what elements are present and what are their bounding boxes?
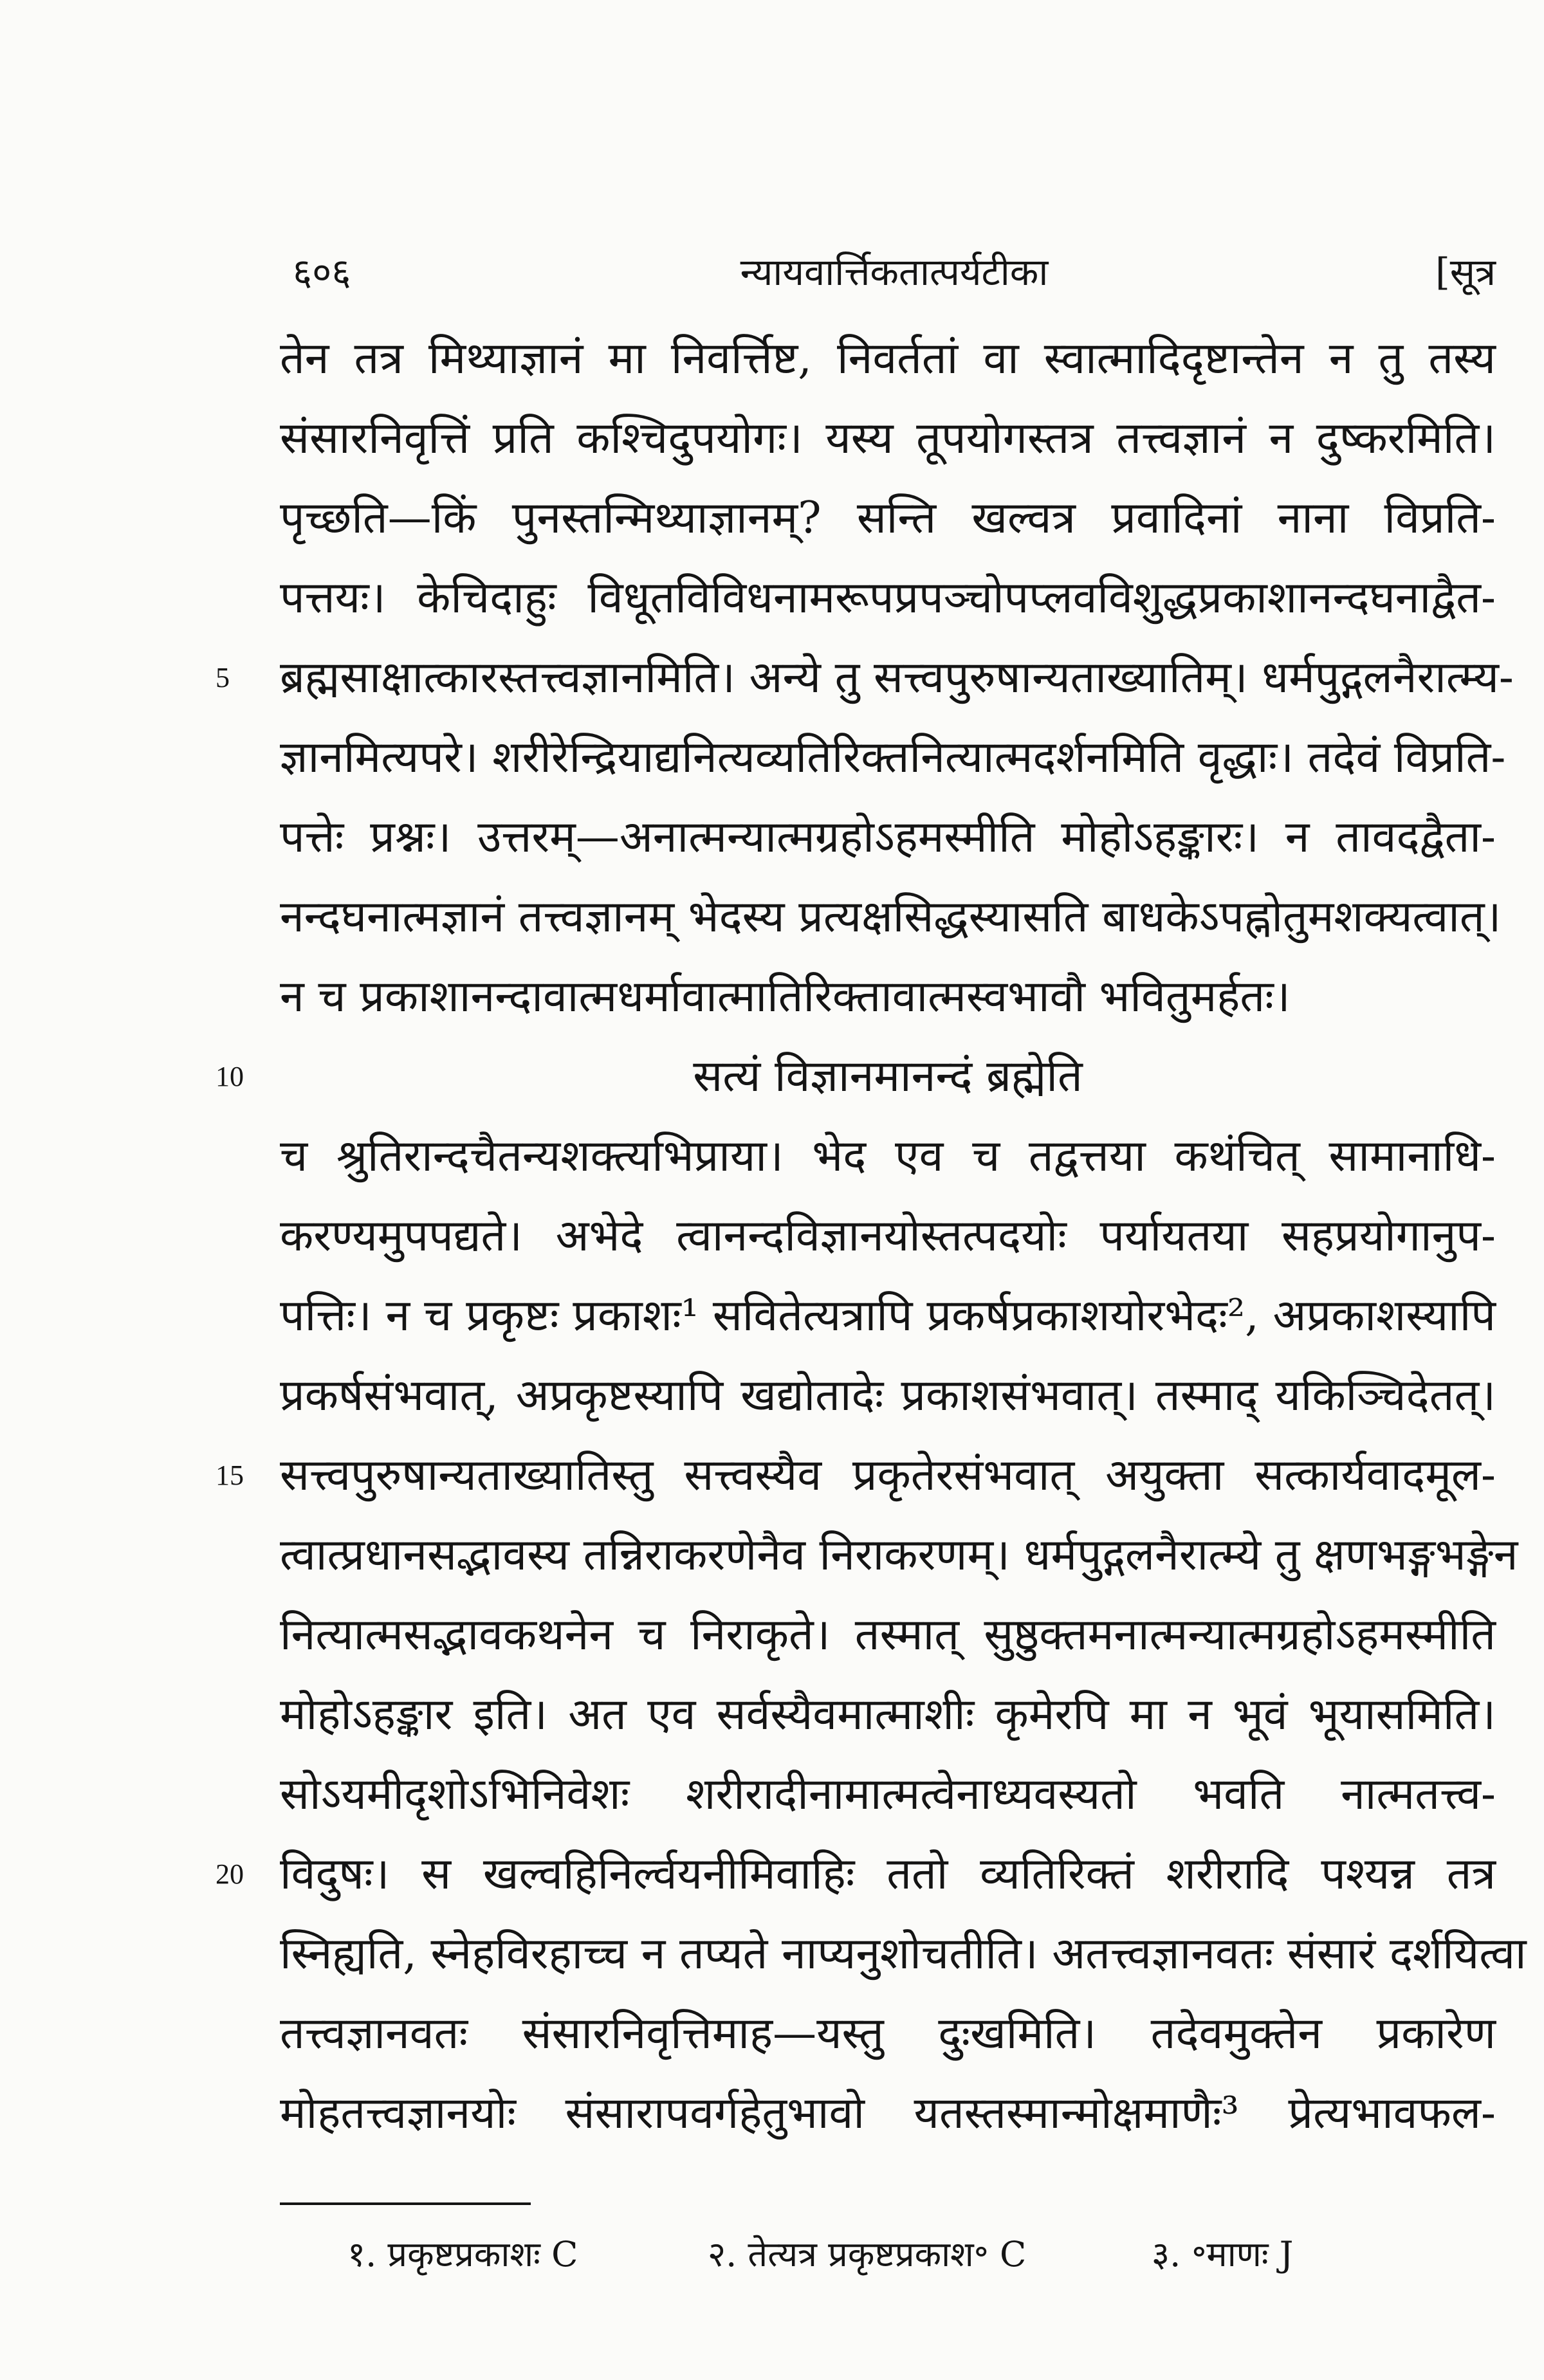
text-line: प्रकर्षसंभवात्, अप्रकृष्टस्यापि खद्योतादेः प्रकाशसंभवात्। तस्माद् यकिञ्चिदेतत्।	[280, 1370, 1496, 1421]
text-line: स्निह्यति, स्नेहविरहाच्च न तप्यते नाप्यनुशोचतीति। अतत्त्वज्ञानवतः संसारं दर्शयित्वा	[280, 1928, 1527, 1979]
line-number: 10	[216, 1061, 244, 1092]
quoted-verse-text: सत्यं विज्ञानमानन्दं ब्रह्मेति	[693, 1051, 1083, 1102]
text-line	[216, 1436, 1496, 1515]
text-line: न च प्रकाशानन्दावात्मधर्मावात्मातिरिक्तावात्मस्वभावौ भवितुमर्हतः।	[280, 971, 1291, 1022]
footnote-2: २. तेत्यत्र प्रकृष्टप्रकाश॰ C	[708, 2234, 1027, 2275]
text-line: च श्रुतिरान्दचैतन्यशक्त्यभिप्राया। भेद एव च तद्वत्तया कथंचित् सामानाधि-	[280, 1131, 1496, 1182]
sutra-marker: [सूत्र	[1435, 250, 1496, 294]
text-line-content: सत्त्वपुरुषान्यताख्यातिस्तु सत्त्वस्यैव प्रकृतेरसंभवात् अयुक्ता सत्कार्यवादमूल-	[280, 1450, 1496, 1501]
text-line: नित्यात्मसद्भावकथनेन च निराकृते। तस्मात् सुष्ठुक्तमनात्मन्यात्मग्रहोऽहमस्मीति	[280, 1609, 1496, 1660]
text-line: मोहोऽहङ्कार इति। अत एव सर्वस्यैवमात्माशीः कृमेरपि मा न भूवं भूयासमिति।	[280, 1689, 1496, 1740]
text-line: पृच्छति—किं पुनस्तन्मिथ्याज्ञानम्? सन्ति खल्वत्र प्रवादिनां नाना विप्रति-	[280, 493, 1496, 544]
page-number: ६०६	[293, 250, 351, 294]
line-number: 5	[216, 662, 230, 693]
text-line: त्वात्प्रधानसद्भावस्य तन्निराकरणेनैव निराकरणम्। धर्मपुद्गलनैरात्म्ये तु क्षणभङ्गभङ्गेन	[280, 1530, 1518, 1580]
footnotes	[347, 2226, 1441, 2284]
footnote-rule	[280, 2202, 531, 2205]
text-line	[216, 1835, 1496, 1914]
text-line: करण्यमुपपद्यते। अभेदे त्वानन्दविज्ञानयोस्तत्पदयोः पर्यायतया सहप्रयोगानुप-	[280, 1211, 1496, 1261]
quoted-verse	[216, 1037, 1496, 1117]
text-line-content: विदुषः। स खल्वहिनिर्ल्वयनीमिवाहिः ततो व्यतिरिक्तं शरीरादि पश्यन्न तत्र	[280, 1849, 1496, 1899]
running-title: न्यायवार्त्तिकतात्पर्यटीका	[740, 250, 1049, 294]
footnote-1: १. प्रकृष्टप्रकाशः C	[347, 2234, 578, 2275]
text-line: तेन तत्र मिथ्याज्ञानं मा निवर्त्तिष्ट, निवर्ततां वा स्वात्मादिदृष्टान्तेन न तु तस्य	[280, 333, 1496, 384]
page-header	[293, 243, 1496, 301]
body-text	[216, 319, 1527, 2154]
text-line: पत्तयः। केचिदाहुः विधूतविविधनामरूपप्रपञ्चोपप्लवविशुद्धप्रकाशानन्दघनाद्वैत-	[280, 572, 1496, 623]
text-line	[216, 638, 1514, 718]
text-line: मोहतत्त्वज्ञानयोः संसारापवर्गहेतुभावो यतस्तस्मान्मोक्षमाणैः³ प्रेत्यभावफल-	[280, 2088, 1496, 2139]
footnote-3: ३. ॰माणः J	[1152, 2234, 1294, 2275]
text-line: ज्ञानमित्यपरे। शरीरेन्द्रियाद्यनित्यव्यतिरिक्तनित्यात्मदर्शनमिति वृद्धाः। तदेवं विप्रति-	[280, 732, 1506, 783]
line-number: 20	[216, 1858, 244, 1890]
text-line: सोऽयमीदृशोऽभिनिवेशः शरीरादीनामात्मत्वेनाध्यवस्यतो भवति नात्मतत्त्व-	[280, 1769, 1496, 1820]
text-line: पत्तिः। न च प्रकृष्टः प्रकाशः¹ सवितेत्यत्रापि प्रकर्षप्रकाशयोरभेदः², अप्रकाशस्यापि	[280, 1290, 1496, 1341]
text-line-content: ब्रह्मसाक्षात्कारस्तत्त्वज्ञानमिति। अन्ये तु सत्त्वपुरुषान्यताख्यातिम्। धर्मपुद्गलनैरात्म्य-	[280, 652, 1514, 703]
text-line: पत्तेः प्रश्नः। उत्तरम्—अनात्मन्यात्मग्रहोऽहमस्मीति मोहोऽहङ्कारः। न तावदद्वैता-	[280, 812, 1496, 863]
text-line: संसारनिवृत्तिं प्रति कश्चिदुपयोगः। यस्य तूपयोगस्तत्र तत्त्वज्ञानं न दुष्करमिति।	[280, 413, 1496, 464]
text-line: तत्त्वज्ञानवतः संसारनिवृत्तिमाह—यस्तु दुःखमिति। तदेवमुक्तेन प्रकारेण	[280, 2008, 1496, 2059]
text-line: नन्दघनात्मज्ञानं तत्त्वज्ञानम् भेदस्य प्रत्यक्षसिद्धस्यासति बाधकेऽपह्नोतुमशक्यत्वात्।	[280, 892, 1502, 942]
line-number: 15	[216, 1460, 244, 1491]
